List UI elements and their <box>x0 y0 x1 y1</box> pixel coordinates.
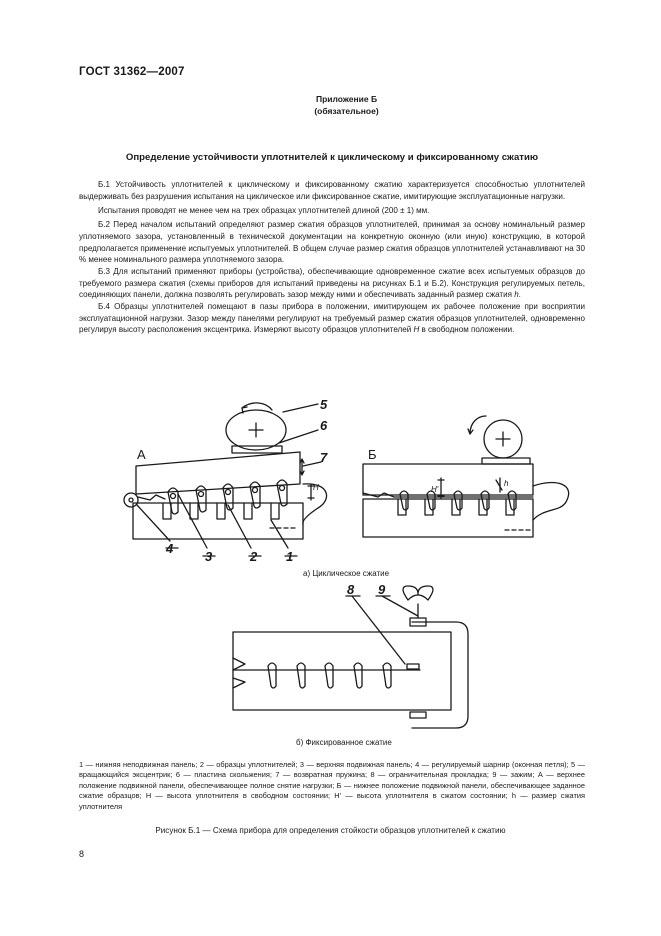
leader-9 <box>382 596 418 616</box>
dim-label-H-prime-b: H' <box>431 485 439 494</box>
position-label-b: Б <box>368 447 377 462</box>
lower-panel-a <box>133 503 303 539</box>
diagram-a <box>124 403 327 556</box>
dim-label-h-b: h <box>504 479 509 488</box>
lower-slots-a <box>163 503 279 519</box>
clamp-pad-bottom <box>410 712 426 718</box>
figure-legend: 1 — нижняя неподвижная панель; 2 — образцы уплотнителей; 3 — верхняя подвижная панель; 4 — регулируемый шарнир (оконная петля); 5 — вращающийся эксцентрик; 6 — пластина скольжения; 7 — возвратная пружина; 8 — ограничительная прокладка; 9 — зажим; А — верхнее положение подвижной панели, обеспечивающее полное снятие нагрузки; Б — нижнее положение подвижной панели, обеспечивающее заданное сжатие образцов; H — высота уплотнителя в свободном состоянии; H' — высота уплотнителя в сжатом состоянии; h — размер сжатия уплотнителя <box>79 760 585 811</box>
position-label-a: А <box>137 447 146 462</box>
sliding-plate-b <box>482 458 530 464</box>
dim-h-b <box>496 478 502 492</box>
paragraph-b1: Б.1 Устойчивость уплотнителей к циклическому и фиксированному сжатию характеризуется способностью уплотнителей выдерживать без разрушения испытания на циклическое или фиксированное сжатие, имитирующие эксплуатационные нагрузки. <box>79 180 585 201</box>
hinge-notch-top <box>233 658 245 670</box>
leader-3 <box>178 494 207 548</box>
diagram-fixed <box>233 586 468 728</box>
leader-7 <box>303 462 321 466</box>
paragraph-b4-end: в свободном положении. <box>419 325 515 335</box>
callout-9: 9 <box>378 582 386 597</box>
handle-b <box>533 483 569 520</box>
clamp-frame-plates <box>233 632 451 710</box>
paragraph-b4-var: H <box>413 325 420 335</box>
leader-1 <box>271 520 288 548</box>
upper-panel-a <box>136 452 300 494</box>
leader-2 <box>228 505 251 548</box>
lower-panel-b <box>363 499 533 537</box>
callout-7: 7 <box>320 450 328 465</box>
figure-caption: Рисунок Б.1 — Схема прибора для определения стойкости образцов уплотнителей к сжатию <box>155 826 506 835</box>
diagram-b <box>363 416 569 537</box>
leader-5 <box>283 404 318 412</box>
section-title: Определение устойчивости уплотнителей к циклическому и фиксированному сжатию <box>125 152 539 163</box>
paragraph-b2: Б.2 Перед началом испытаний определяют размер сжатия образцов уплотнителей, принимая за основу номинальный размер уплотняемого зазора, установленный в технической документации на конкретную оконную (или иную) конструкцию, в которой предполагается применение испытуемых уплотнителей. В общем случае размер сжатия образцов уплотнителей устанавливают на 30 % менее номинального размера уплотняемого зазора. <box>79 220 585 265</box>
seam-a <box>138 495 165 500</box>
subcaption-b: б) Фиксированное сжатие <box>296 738 392 747</box>
paragraph-b3-end: . <box>518 290 521 300</box>
paragraph-b3-var: h <box>514 290 519 300</box>
standard-header: ГОСТ 31362—2007 <box>79 66 185 78</box>
paragraph-b3-text: Б.3 Для испытаний применяют приборы (устройства), обеспечивающие одновременное сжатие всех испытуемых образцов до требуемого размера сжатия (схемы приборов для испытаний приведены на рисунках Б.1 и Б.2). Конструкция регулируемых петель, соединяющих панели, должна позволять регулировать зазор между ними и обеспечивать заданный размер сжатия <box>79 266 585 300</box>
leader-4 <box>137 505 170 541</box>
spacer-fixed <box>407 664 419 669</box>
hinge-a <box>124 493 138 507</box>
callout-2: 2 <box>250 549 258 564</box>
paragraph-b1-tests: Испытания проводят не менее чем на трех образцах уплотнителей длиной (200 ± 1) мм. <box>98 206 430 216</box>
callout-underlines-a <box>166 548 297 556</box>
seal-samples-b <box>400 491 516 510</box>
callout-1: 1 <box>286 549 294 564</box>
callout-4: 4 <box>166 541 174 556</box>
wing-nut <box>403 586 433 600</box>
dim-label-H-a: H <box>313 483 319 492</box>
subcaption-a: а) Циклическое сжатие <box>303 569 390 578</box>
hinge-notch-bottom <box>233 678 245 688</box>
callout-5: 5 <box>320 397 328 412</box>
hinge-pin-a <box>129 498 133 502</box>
appendix-title: Приложение Б <box>315 94 378 104</box>
callout-6: 6 <box>320 418 328 433</box>
page-number: 8 <box>79 849 85 859</box>
leader-8 <box>352 596 405 664</box>
callout-3: 3 <box>205 549 213 564</box>
paragraph-b4-text: Б.4 Образцы уплотнителей помещают в пазы прибора в положении, имитирующем их рабочее положение при восприятии эксплуатационной нагрузки. Зазор между панелями регулируют на требуемый размер сжатия образцов уплотнителей, одновременно регулируя высоту расположения эксцентрика. Измеряют высоту образцов уплотнителей <box>79 302 585 335</box>
seal-samples-fixed <box>268 663 391 688</box>
callout-8: 8 <box>347 582 355 597</box>
appendix-status: (обязательное) <box>314 106 379 116</box>
